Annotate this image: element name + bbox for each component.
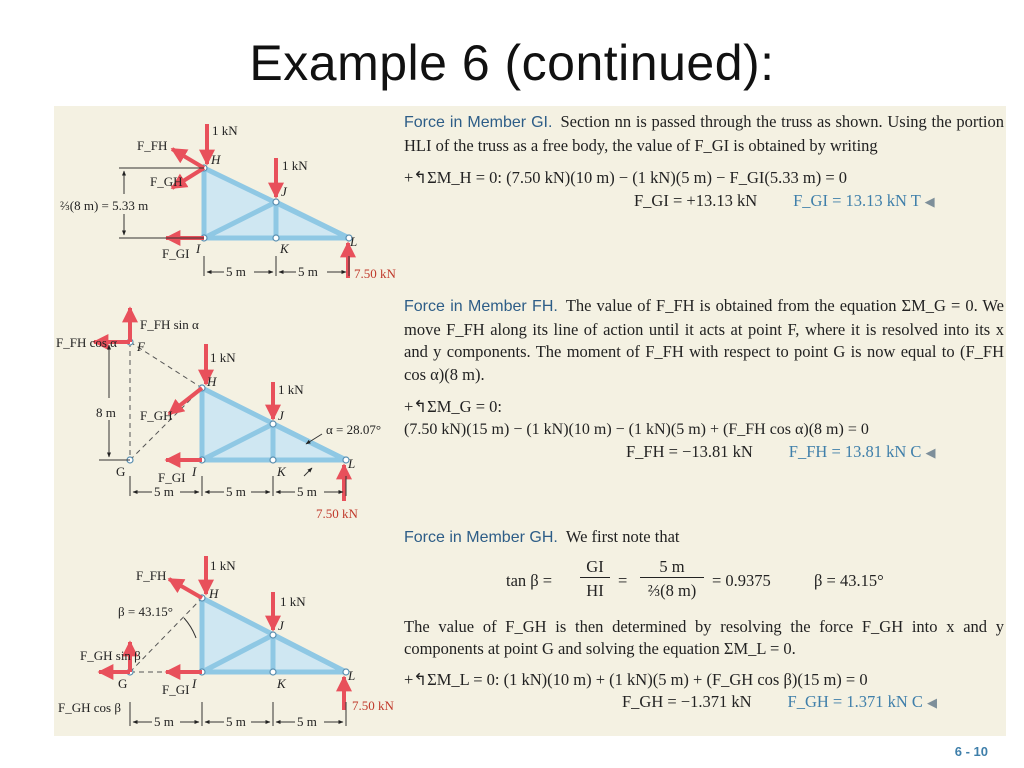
angle-label: α = 28.07°	[326, 422, 382, 437]
force-label: F_GI	[158, 470, 186, 485]
load-label: 1 kN	[210, 558, 236, 573]
answer-marker-icon: ◀	[927, 695, 938, 710]
span-dimension: 5 m	[226, 484, 246, 499]
fraction-numerator: GI	[580, 556, 610, 578]
force-label: F_GH	[140, 408, 173, 423]
moment-equation: +↰ΣM_H = 0: (7.50 kN)(10 m) − (1 kN)(5 m) − F_GI(5.33 m) = 0	[404, 168, 847, 187]
fraction-denominator: HI	[586, 580, 604, 600]
span-dimension: 5 m	[226, 714, 246, 729]
answer-value: F_FH = 13.81 kN C	[788, 442, 922, 461]
span-dimension: 5 m	[154, 714, 174, 729]
answer-value: F_GI = 13.13 kN T	[793, 190, 921, 210]
force-label: F_GH cos β	[58, 700, 121, 715]
force-label: F_FH cos α	[56, 335, 117, 350]
force-label: F_FH sin α	[140, 317, 199, 332]
moment-equation: +↰ΣM_G = 0:	[404, 397, 502, 416]
section-body: The value of F_GH is then determined by resolving the force F_GH into x and y components at point G and solving the equation ΣM_L = 0.	[404, 616, 1004, 658]
section-body: The value of F_FH is obtained from the equation ΣM_G = 0. We move F_FH along its line of action until it acts at point F, where it is resolved into its x and y components. The moment of F_FH with respect to point G is now equal to (F_FH cos α)(8 m).	[404, 296, 1004, 384]
force-label: F_GH	[150, 174, 183, 189]
section-heading: Force in Member FH.	[404, 298, 558, 315]
load-label: 1 kN	[212, 123, 238, 138]
truss-figure-fh	[54, 296, 404, 526]
section-member-fh	[404, 295, 1004, 465]
force-label: F_FH	[136, 568, 167, 583]
fraction-denominator: ⅔(8 m)	[647, 580, 697, 600]
node-label: G	[118, 676, 128, 691]
section-intro: We first note that	[565, 527, 680, 546]
span-dimension: 5 m	[297, 484, 317, 499]
moment-equation: +↰ΣM_L = 0: (1 kN)(10 m) + (1 kN)(5 m) + (F_GH cos β)(15 m) = 0	[404, 669, 868, 689]
tan-lhs: tan β =	[506, 570, 553, 590]
truss-figure-gi	[54, 106, 404, 291]
load-label: 1 kN	[278, 382, 304, 397]
node-label: L	[348, 668, 356, 683]
node-label: I	[192, 676, 197, 691]
force-label: F_FH	[137, 138, 168, 153]
node-label: K	[277, 676, 286, 691]
truss-figure-gh	[54, 542, 404, 736]
beta-value: β = 43.15°	[814, 570, 884, 590]
node-label: J	[278, 408, 284, 423]
load-label: 1 kN	[280, 594, 306, 609]
result-value: F_GI = +13.13 kN	[634, 190, 758, 210]
span-dimension: 5 m	[154, 484, 174, 499]
node-label: G	[116, 464, 126, 479]
answer-marker-icon: ◀	[924, 193, 935, 209]
node-label: L	[348, 456, 356, 471]
load-label: 1 kN	[210, 350, 236, 365]
result-value: F_FH = −13.81 kN	[626, 442, 753, 461]
content-panel	[54, 106, 1006, 736]
slide-title: Example 6 (continued):	[249, 35, 775, 91]
span-dimension: 5 m	[226, 264, 246, 279]
moment-equation-expanded: (7.50 kN)(15 m) − (1 kN)(10 m) − (1 kN)(5 m) + (F_FH cos α)(8 m) = 0	[404, 420, 869, 438]
node-label: J	[278, 618, 284, 633]
node-label: I	[192, 464, 197, 479]
load-label: 1 kN	[282, 158, 308, 173]
force-label: F_GI	[162, 246, 190, 261]
reaction-label: 7.50 kN	[316, 506, 358, 521]
node-label: K	[280, 241, 289, 256]
height-dimension: 8 m	[96, 405, 116, 420]
force-label: F_GI	[162, 682, 190, 697]
section-member-gi	[404, 111, 1004, 213]
force-label: F_GH sin β	[80, 648, 141, 663]
result-value: F_GH = −1.371 kN	[622, 692, 752, 711]
answer-value: F_GH = 1.371 kN C	[787, 692, 923, 711]
reaction-label: 7.50 kN	[352, 698, 394, 713]
answer-marker-icon: ◀	[925, 445, 936, 460]
node-label: F	[137, 339, 145, 354]
section-body: Section nn is passed through the truss as shown. Using the portion HLI of the truss as a free body, the value of F_GI is obtained by writing	[404, 112, 1005, 155]
fraction-numerator: 5 m	[640, 556, 704, 578]
section-heading: Force in Member GI.	[404, 114, 553, 131]
node-label: H	[207, 374, 217, 389]
span-dimension: 5 m	[297, 714, 317, 729]
page-number: 6 - 10	[954, 744, 988, 759]
node-label: H	[211, 152, 221, 167]
node-label: J	[281, 184, 287, 199]
section-member-gh	[404, 526, 1004, 715]
reaction-label: 7.50 kN	[354, 266, 396, 281]
node-label: H	[209, 586, 219, 601]
angle-label: β = 43.15°	[118, 604, 173, 619]
tan-beta-equation: tan β = GI HI = 5 m ⅔(8 m) = 0.9375 β = 43.15°	[506, 556, 884, 600]
node-label: L	[350, 234, 358, 249]
height-dimension: ⅔(8 m) = 5.33 m	[60, 198, 149, 213]
span-dimension: 5 m	[298, 264, 318, 279]
tan-value: = 0.9375	[712, 570, 771, 590]
section-heading: Force in Member GH.	[404, 529, 558, 546]
node-label: I	[196, 241, 201, 256]
node-label: K	[277, 464, 286, 479]
